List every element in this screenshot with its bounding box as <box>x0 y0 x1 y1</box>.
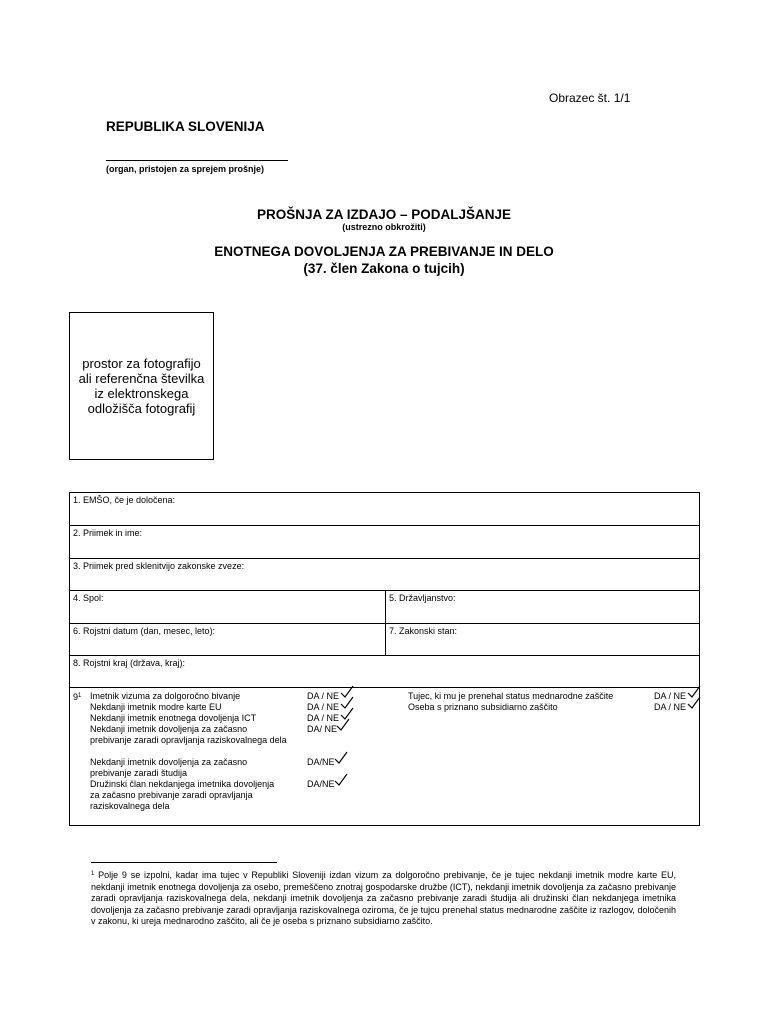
option-label: Nekdanji imetnik dovoljenja za začasno prebivanje zaradi opravljanja raziskovalnega dela <box>90 724 287 745</box>
photo-box[interactable] <box>69 312 214 460</box>
yes-no-option[interactable]: DA/NE <box>307 757 335 767</box>
option-label: Tujec, ki mu je prenehal status mednarodne zaščite <box>408 691 614 701</box>
title-note: (ustrezno obkrožiti) <box>342 222 426 232</box>
field-birthplace[interactable] <box>70 656 699 688</box>
photo-line: odložišča fotografij <box>87 401 196 416</box>
footnote-ref: 1 <box>91 871 95 877</box>
footnote <box>91 869 676 928</box>
document-title: PROŠNJA ZA IZDAJO – PODALJŠANJE <box>256 207 512 222</box>
field-label-birthdate[interactable]: 6. Rojstni datum (dan, mesec, leto): <box>73 626 216 636</box>
section-9-number: $9^1$ <box>73 692 82 702</box>
yes-no-option[interactable]: DA / NE <box>654 691 687 701</box>
field-label: 2. Priimek in ime: <box>73 528 143 538</box>
checkmark-icon <box>336 718 350 732</box>
photo-line: ali referenčna številka <box>78 371 205 386</box>
yes-no-option[interactable]: DA / NE <box>307 702 340 712</box>
checkmark-icon <box>334 751 348 765</box>
field-maiden-name[interactable] <box>70 559 699 591</box>
organ-caption: (organ, pristojen za sprejem prošnje) <box>106 164 265 174</box>
field-label: 1. EMŠO, če je določena: <box>73 495 176 505</box>
document-subtitle: ENOTNEGA DOVOLJENJA ZA PREBIVANJE IN DELO <box>214 244 554 259</box>
yes-no-option[interactable]: DA/ NE <box>307 724 338 734</box>
option-label: Družinski član nekdanjega imetnika dovoljenja za začasno prebivanje zaradi opravljanja raziskovalnega dela <box>90 779 275 811</box>
option-label: Imetnik vizuma za dolgoročno bivanje <box>90 691 241 701</box>
option-label: Nekdanji imetnik dovoljenja za začasno prebivanje zaradi študija <box>90 757 248 778</box>
yes-no-option[interactable]: DA/NE <box>307 779 335 789</box>
field-row-sex-citizenship <box>70 591 699 624</box>
applicant-form-table <box>69 492 700 826</box>
option-label: Oseba s priznano subsidiarno zaščito <box>408 702 558 712</box>
republic-heading: REPUBLIKA SLOVENIJA <box>106 119 265 134</box>
field-label-citizenship[interactable]: 5. Državljanstvo: <box>389 593 456 603</box>
field-label: 8. Rojstni kraj (država, kraj): <box>73 658 186 668</box>
field-label-sex[interactable]: 4. Spol: <box>73 593 104 603</box>
field-row-birthdate-status <box>70 624 699 656</box>
footnote-text: Polje 9 se izpolni, kadar ima tujec v Republiki Sloveniji izdan vizum za dolgoročno prebivanje, če je tujec nekdanji imetnik modre karte EU, nekdanji imetnik enotnega dovoljenja za osebo, premeščeno znotraj gospodarske družbe (ICT), nekdanji imetnik dovoljenja za začasno prebivanje zaradi opravljanja raziskovalnega dela, nekdanji imetnik dovoljenja za začasno prebivanje zaradi študija ali družinski član nekdanjega imetnika dovoljenja za začasno prebivanje zaradi opravljanja raziskovalnega oziroma, če je tujcu prenehal status mednarodne zaščite iz razlogov, določenih v zakonu, ki ureja mednarodno zaščito, ali če je oseba s priznano subsidiarno zaščito. <box>91 870 676 926</box>
yes-no-option[interactable]: DA / NE <box>654 702 687 712</box>
form-number: Obrazec št. 1/1 <box>549 91 631 105</box>
yes-no-option[interactable]: DA / NE <box>307 713 340 723</box>
photo-line: iz elektronskega <box>94 386 189 401</box>
photo-instructions <box>72 356 212 416</box>
field-emso[interactable] <box>70 493 699 526</box>
photo-line: prostor za fotografijo <box>82 356 201 371</box>
organ-signature-line[interactable] <box>106 160 288 161</box>
column-divider <box>385 624 386 655</box>
yes-no-option[interactable]: DA / NE <box>307 691 340 701</box>
checkmark-icon <box>334 773 348 787</box>
field-name[interactable] <box>70 526 699 559</box>
field-label: 3. Priimek pred sklenitvijo zakonske zveze: <box>73 561 245 571</box>
field-label-marital-status[interactable]: 7. Zakonski stan: <box>389 626 458 636</box>
option-label: Nekdanji imetnik modre karte EU <box>90 702 222 712</box>
column-divider <box>385 591 386 623</box>
option-label: Nekdanji imetnik enotnega dovoljenja ICT <box>90 713 257 723</box>
footnote-separator <box>91 862 277 863</box>
section-9 <box>70 688 699 825</box>
checkmark-icon <box>687 696 701 710</box>
law-reference: (37. člen Zakona o tujcih) <box>303 261 465 276</box>
